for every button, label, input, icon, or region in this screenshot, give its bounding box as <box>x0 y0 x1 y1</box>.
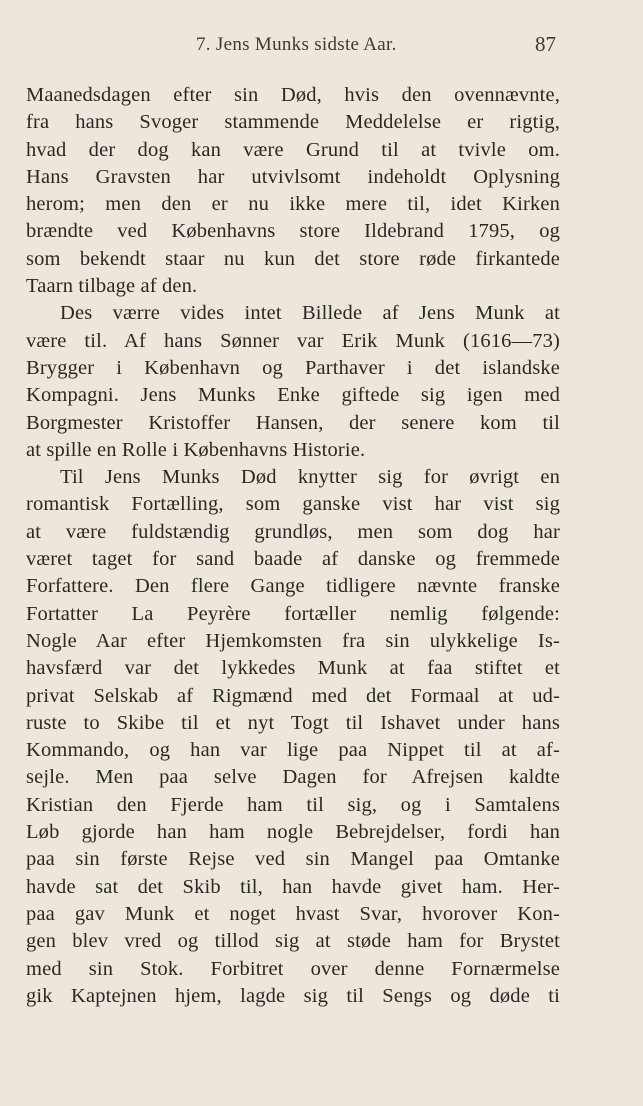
text-line: ruste to Skibe til et nyt Togt til Ishavet under hans <box>26 711 560 734</box>
text-line: Hans Gravsten har utvivlsomt indeholdt Oplysning <box>26 165 560 188</box>
page-number: 87 <box>535 32 556 56</box>
text-line: været taget for sand baade af danske og fremmede <box>26 548 560 571</box>
text-line: hvad der dog kan være Grund til at tvivle om. <box>26 138 560 161</box>
text-line: Kristian den Fjerde ham til sig, og i Samtalens <box>26 793 560 816</box>
text-line: havde sat det Skib til, han havde givet ham. Her- <box>26 875 560 898</box>
text-line: paa sin første Rejse ved sin Mangel paa Omtanke <box>26 848 560 871</box>
text-line: at spille en Rolle i Københavns Historie. <box>26 438 366 461</box>
text-line: herom; men den er nu ikke mere til, idet Kirken <box>26 193 560 216</box>
text-line: være til. Af hans Sønner var Erik Munk (1616—73) <box>26 329 560 352</box>
text-line: Borgmester Kristoffer Hansen, der senere kom til <box>26 411 560 434</box>
text-line: Brygger i København og Parthaver i det islandske <box>26 356 560 379</box>
text-line: Kompagni. Jens Munks Enke giftede sig igen med <box>26 384 560 407</box>
text-line: privat Selskab af Rigmænd med det Formaal at ud- <box>26 684 560 707</box>
text-line: fra hans Svoger stammende Meddelelse er rigtig, <box>26 111 560 134</box>
text-line: Nogle Aar efter Hjemkomsten fra sin ulykkelige Is- <box>26 629 560 652</box>
running-title: 7. Jens Munks sidste Aar. <box>196 34 397 55</box>
text-line: som bekendt staar nu kun det store røde firkantede <box>26 247 560 270</box>
body-text <box>26 82 560 1010</box>
text-line: Kommando, og han var lige paa Nippet til at af- <box>26 739 560 762</box>
text-line: Des værre vides intet Billede af Jens Munk at <box>60 302 560 325</box>
text-line: brændte ved Københavns store Ildebrand 1795, og <box>26 220 560 243</box>
text-line: sejle. Men paa selve Dagen for Afrejsen kaldte <box>26 766 560 789</box>
text-line: paa gav Munk et noget hvast Svar, hvorover Kon- <box>26 902 560 925</box>
text-line: Til Jens Munks Død knytter sig for øvrigt en <box>60 466 560 489</box>
text-line: Forfattere. Den flere Gange tidligere nævnte franske <box>26 575 560 598</box>
page-header <box>26 32 556 60</box>
text-line: gen blev vred og tillod sig at støde ham for Brystet <box>26 930 560 953</box>
text-line: Løb gjorde han ham nogle Bebrejdelser, fordi han <box>26 821 560 844</box>
text-line: Taarn tilbage af den. <box>26 275 198 298</box>
text-line: med sin Stok. Forbitret over denne Fornærmelse <box>26 957 560 980</box>
text-line: Maanedsdagen efter sin Død, hvis den ovennævnte, <box>26 84 560 106</box>
text-line: at være fuldstændig grundløs, men som dog har <box>26 520 560 543</box>
text-line: gik Kaptejnen hjem, lagde sig til Sengs og døde ti <box>26 984 560 1007</box>
text-line: romantisk Fortælling, som ganske vist har vist sig <box>26 493 560 516</box>
text-line: havsfærd var det lykkedes Munk at faa stiftet et <box>26 657 560 680</box>
text-line: Fortatter La Peyrère fortæller nemlig følgende: <box>26 602 560 625</box>
